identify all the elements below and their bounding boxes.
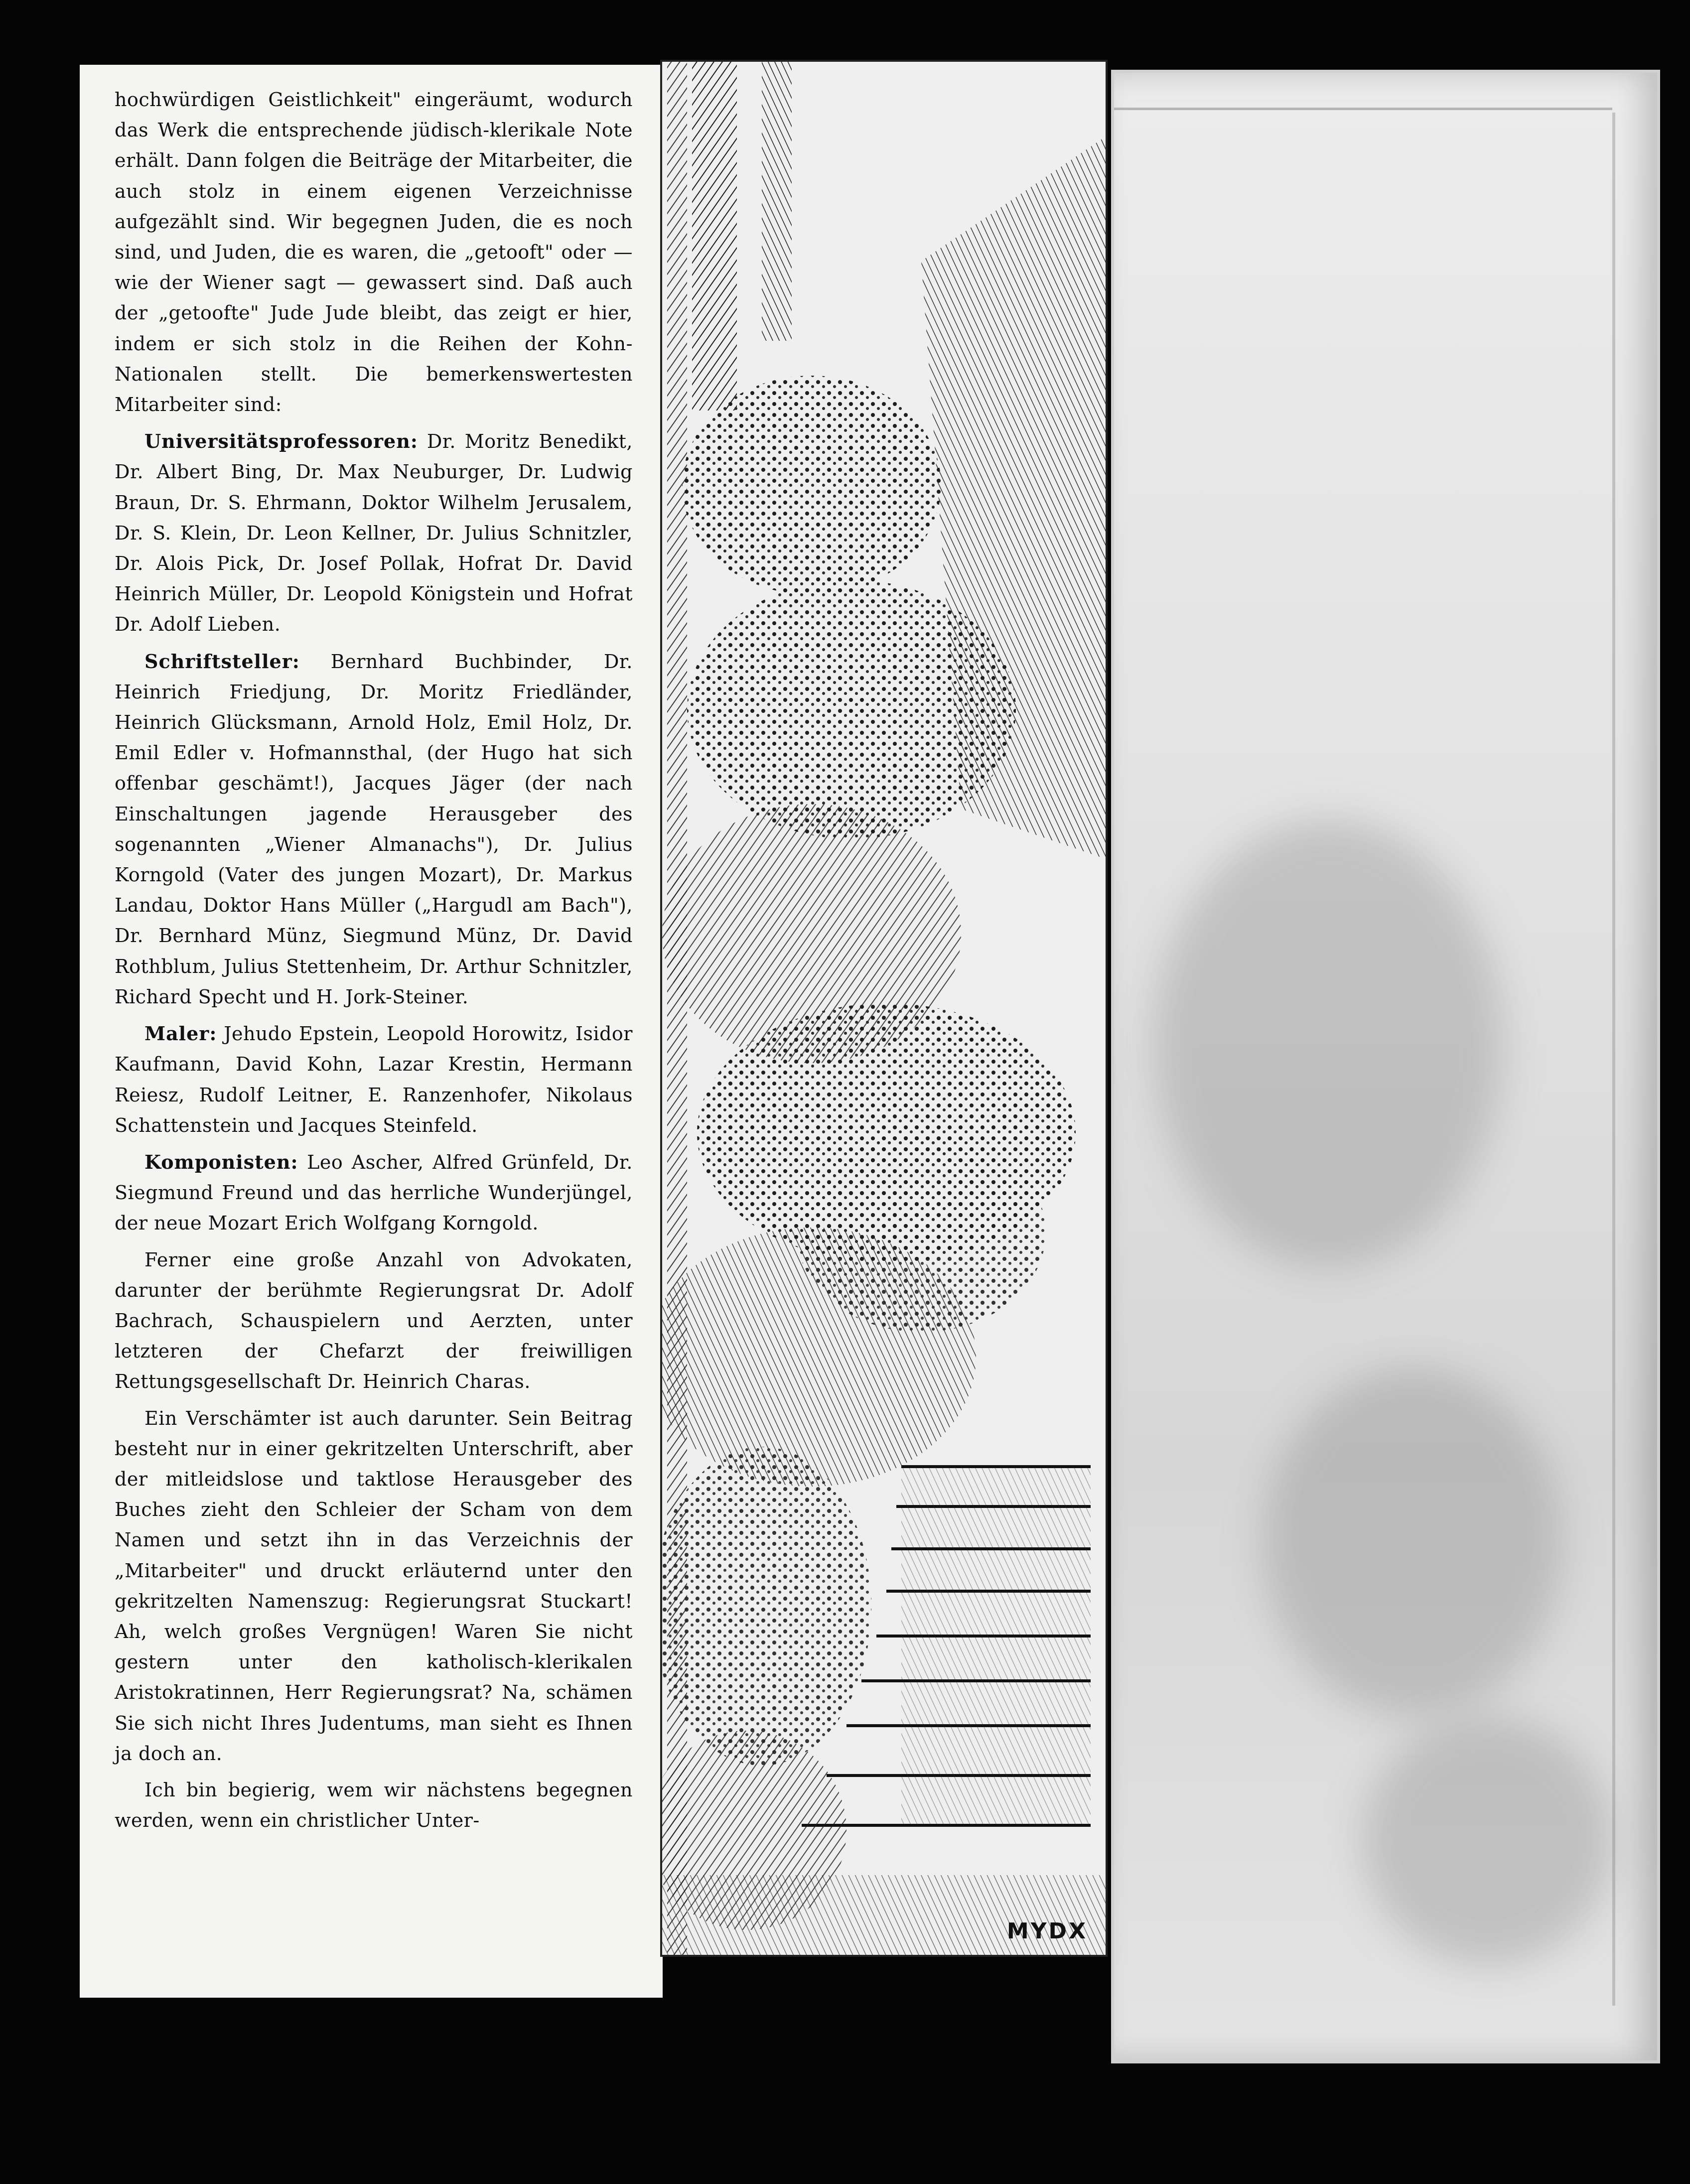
section-body: Leo Ascher, Alfred Grünfeld, Dr. Siegmund Freund und das herrliche Wunderjüngel, der neue Mozart Erich Wolfgang Korngold. xyxy=(115,1151,633,1234)
engraving-drawing xyxy=(662,62,1106,1955)
article-paragraph: Ein Verschämter ist auch darunter. Sein Beitrag besteht nur in einer gekritzelten Unterschrift, aber der mitleidslose und taktlose Herausgeber des Buches zieht den Schleier der Scham von dem Namen und setzt ihn in das Verzeichnis der „Mitarbeiter" und druckt erläuternd unter den gekritzelten Namenszug: Regierungsrat Stuckart! Ah, welch großes Vergnügen! Waren Sie nicht gestern unter den katholisch-klerikalen Aristokratinnen, Herr Regierungsrat? Na, schämen Sie sich nicht Ihres Judentums, man sieht es Ihnen ja doch an. xyxy=(115,1407,633,1765)
newspaper-clipping xyxy=(80,65,663,1998)
card-smudge xyxy=(1363,1717,1612,1966)
card-edge-line xyxy=(1114,108,1612,110)
woodland-illustration xyxy=(660,60,1108,1957)
card-fold-line xyxy=(1612,113,1615,2006)
artist-signature: MYDX xyxy=(1006,1918,1088,1944)
card-smudge xyxy=(1154,820,1503,1268)
article-paragraph: Ich bin begierig, wem wir nächstens begegnen werden, wenn ein christlicher Unter- xyxy=(115,1778,633,1832)
article-paragraph: hochwürdigen Geistlichkeit" eingeräumt, wodurch das Werk die entsprechende jüdisch-klerikale Note erhält. Dann folgen die Beiträge der Mitarbeiter, die auch stolz in einem eigenen Verzeichnisse aufgezählt sind. Wir begegnen Juden, die es noch sind, und Juden, die es waren, die „getooft" oder — wie der Wiener sagt — gewassert sind. Daß auch der „getoofte" Jude Jude bleibt, das zeigt er hier, indem er sich stolz in die Reihen der Kohn-Nationalen stellt. Die bemerkenswertesten Mitarbeiter sind: xyxy=(115,89,633,416)
section-heading: Universitätsprofessoren: xyxy=(144,430,418,453)
section-heading: Komponisten: xyxy=(144,1150,298,1173)
section-heading: Maler: xyxy=(144,1022,217,1045)
section-body: Jehudo Epstein, Leopold Horowitz, Isidor Kaufmann, David Kohn, Lazar Krestin, Hermann Reiesz, Rudolf Leitner, E. Ranzenhofer, Nikolaus Schattenstein und Jacques Steinfeld. xyxy=(115,1023,633,1136)
backing-card xyxy=(1111,70,1660,2063)
tree-trunk xyxy=(762,62,792,341)
article-section xyxy=(115,646,633,1012)
article-text-column xyxy=(115,85,633,2018)
section-body: Dr. Moritz Benedikt, Dr. Albert Bing, Dr. Max Neuburger, Dr. Ludwig Braun, Dr. S. Ehrmann, Doktor Wilhelm Jerusalem, Dr. S. Klein, Dr. Leon Kellner, Dr. Julius Schnitzler, Dr. Alois Pick, Dr. Josef Pollak, Hofrat Dr. David Heinrich Müller, Dr. Leopold Königstein und Hofrat Dr. Adolf Lieben. xyxy=(115,430,633,636)
article-section xyxy=(115,1018,633,1141)
article-paragraph: Ferner eine große Anzahl von Advokaten, darunter der berühmte Regierungsrat Dr. Adolf Bachrach, Schauspielern und Aerzten, unter letzteren der Chefarzt der freiwilligen Rettungsgesellschaft Dr. Heinrich Charas. xyxy=(115,1248,633,1393)
article-section xyxy=(115,426,633,640)
article-section xyxy=(115,1147,633,1239)
tree-trunk xyxy=(692,62,737,410)
section-body: Bernhard Buchbinder, Dr. Heinrich Friedjung, Dr. Moritz Friedländer, Heinrich Glücksmann, Arnold Holz, Emil Holz, Dr. Emil Edler v. Hofmannsthal, (der Hugo hat sich offenbar geschämt!), Jacques Jäger (der nach Einschaltungen jagende Herausgeber des sogenannten „Wiener Almanachs"), Dr. Julius Korngold (Vater des jungen Mozart), Dr. Markus Landau, Doktor Hans Müller („Hargudl am Bach"), Dr. Bernhard Münz, Siegmund Münz, Dr. David Rothblum, Julius Stettenheim, Dr. Arthur Schnitzler, Richard Specht und H. Jork-Steiner. xyxy=(115,650,633,1008)
section-heading: Schriftsteller: xyxy=(144,650,300,673)
card-smudge xyxy=(1264,1368,1562,1717)
